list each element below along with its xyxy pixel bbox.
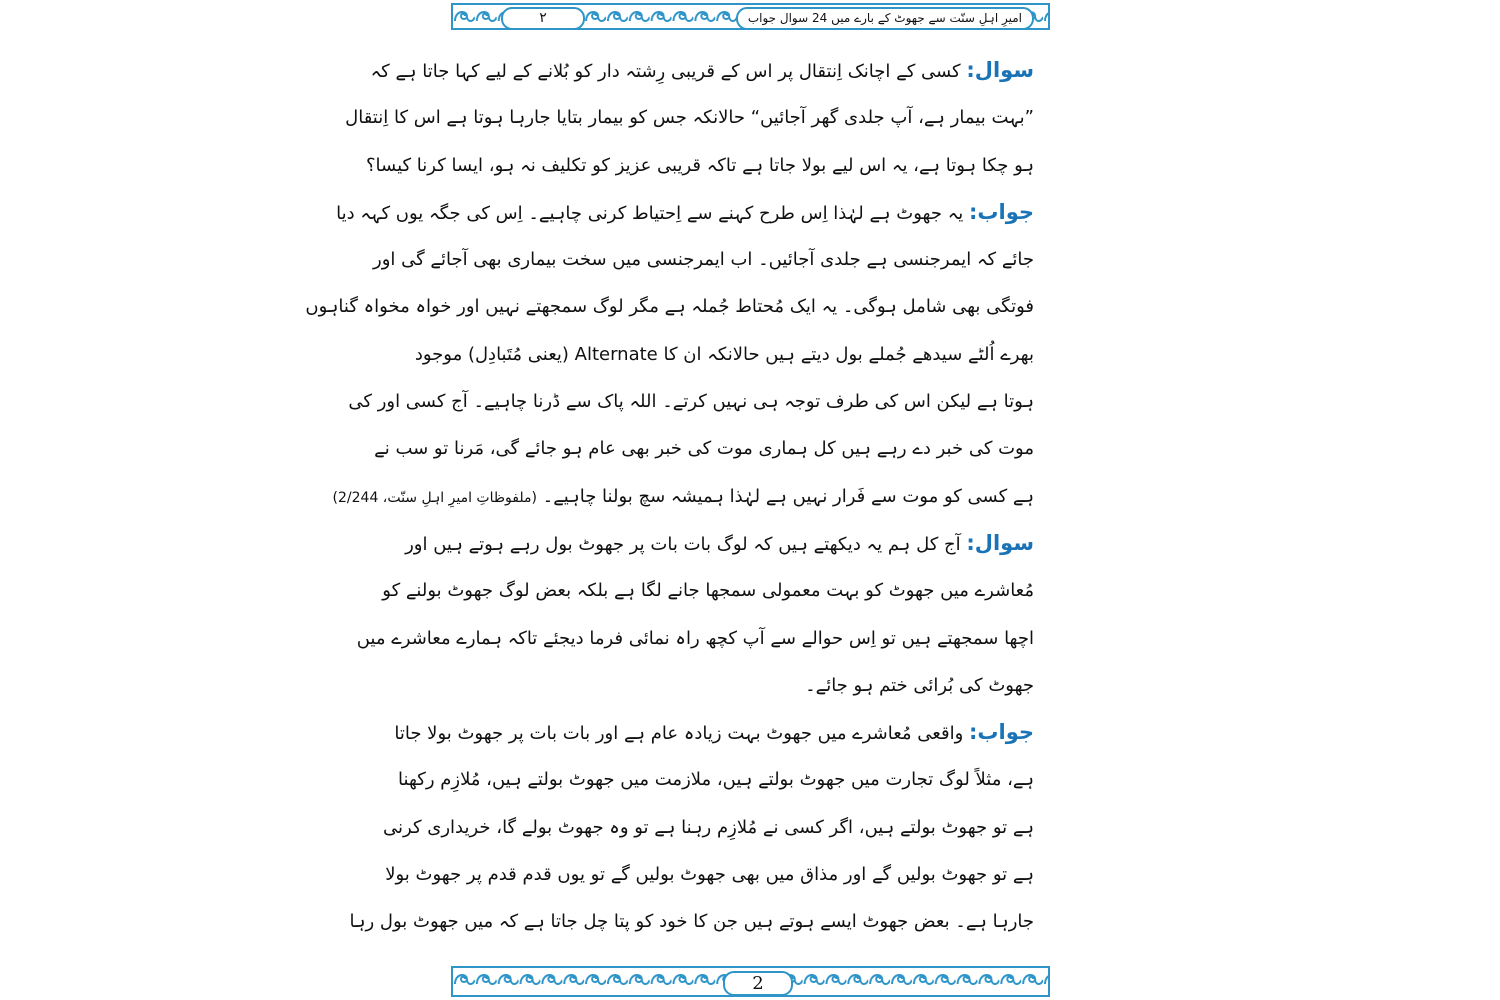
text-line: مُعاشرے میں جھوٹ کو بہت معمولی سمجھا جانے لگا ہے بلکہ بعض لوگ جھوٹ بولنے کو	[382, 580, 1034, 602]
footer-page-number: 2	[723, 971, 793, 996]
text-line	[370, 47, 1034, 94]
text-line: جائے کہ ایمرجنسی ہے جلدی آجائیں۔ اب ایمرجنسی میں سخت بیماری بھی آجائے گی اور	[373, 249, 1034, 271]
text-line: ”بہت بیمار ہے، آپ جلدی گھر آجائیں“ حالانکہ جس کو بیمار بتایا جارہا ہوتا ہے اس کا اِنتقال	[345, 107, 1034, 129]
text-line: ہوتا ہے لیکن اس کی طرف توجہ ہی نہیں کرتے۔ اللہ پاک سے ڈرنا چاہیے۔ آج کسی اور کی	[348, 391, 1034, 413]
header-page-number: ۲	[501, 7, 585, 30]
line-text: کسی کے اچانک اِنتقال پر اس کے قریبی رِشتہ دار کو بُلانے کے لیے کہا جاتا ہے کہ	[370, 61, 961, 82]
text-line: بھرے اُلٹے سیدھے جُملے بول دیتے ہیں حالانکہ ان کا Alternate (یعنی مُتَبادِل) موجود	[414, 343, 1034, 365]
header-title: امیرِ اہلِ سنّت سے جھوٹ کے بارے میں 24 سوال جواب	[736, 7, 1034, 30]
text-line: موت کی خبر دے رہے ہیں کل ہماری موت کی خبر بھی عام ہو جائے گی، مَرنا تو سب نے	[374, 438, 1034, 460]
reference-citation: (ملفوظاتِ امیرِ اہلِ سنّت، 2/244)	[332, 489, 537, 506]
line-text: واقعی مُعاشرے میں جھوٹ بہت زیادہ عام ہے اور بات بات پر جھوٹ بولا جاتا	[394, 723, 964, 745]
line-text: یہ جھوٹ ہے لہٰذا اِس طرح کہنے سے اِحتیاط کرنی چاہیے۔ اِس کی جگہ یوں کہہ دیا	[336, 202, 964, 224]
line-text: آج کل ہم یہ دیکھتے ہیں کہ لوگ بات بات پر جھوٹ بول رہے ہوتے ہیں اور	[405, 533, 961, 555]
text-line: جھوٹ کی بُرائی ختم ہو جائے۔	[805, 674, 1034, 696]
answer-label: جواب:	[969, 199, 1034, 224]
header-border-band	[451, 3, 1050, 30]
question-label: سوال:	[966, 530, 1034, 555]
text-line: ہے، مثلاً لوگ تجارت میں جھوٹ بولتے ہیں، ملازمت میں جھوٹ بولتے ہیں، مُلازِم رکھنا	[398, 769, 1034, 791]
text-line: ہے تو جھوٹ بولتے ہیں، اگر کسی نے مُلازِم رہنا ہے تو وہ جھوٹ بولے گا، خریداری کرنی	[383, 816, 1034, 838]
line-text: ہے کسی کو موت سے فَرار نہیں ہے لہٰذا ہمیشہ سچ بولنا چاہیے۔	[542, 485, 1034, 507]
question-label: سوال:	[966, 58, 1034, 82]
text-line	[332, 473, 1034, 520]
text-line: فوتگی بھی شامل ہوگی۔ یہ ایک مُحتاط جُملہ ہے مگر لوگ سمجھتے نہیں اور خواہ مخواہ گناہوں	[305, 296, 1034, 318]
body-text	[305, 47, 1034, 946]
text-line	[336, 189, 1034, 236]
text-line: ہے تو جھوٹ بولیں گے اور مذاق میں بھی جھوٹ بولیں گے تو یوں قدم قدم پر جھوٹ بولا	[385, 864, 1034, 886]
book-page	[305, 0, 1052, 1000]
text-line	[394, 709, 1034, 756]
answer-label: جواب:	[969, 720, 1034, 745]
text-line: ہو چکا ہوتا ہے، یہ اس لیے بولا جاتا ہے تاکہ قریبی عزیز کو تکلیف نہ ہو، ایسا کرنا کیسا؟	[365, 154, 1034, 176]
footer-border-band	[451, 966, 1050, 997]
text-line: اچھا سمجھتے ہیں تو اِس حوالے سے آپ کچھ راہ نمائی فرما دیجئے تاکہ ہمارے معاشرے میں	[356, 627, 1034, 649]
text-line: جارہا ہے۔ بعض جھوٹ ایسے ہوتے ہیں جن کا خود کو پتا چل جاتا ہے کہ میں جھوٹ بول رہا	[349, 911, 1034, 933]
text-line	[405, 520, 1034, 567]
